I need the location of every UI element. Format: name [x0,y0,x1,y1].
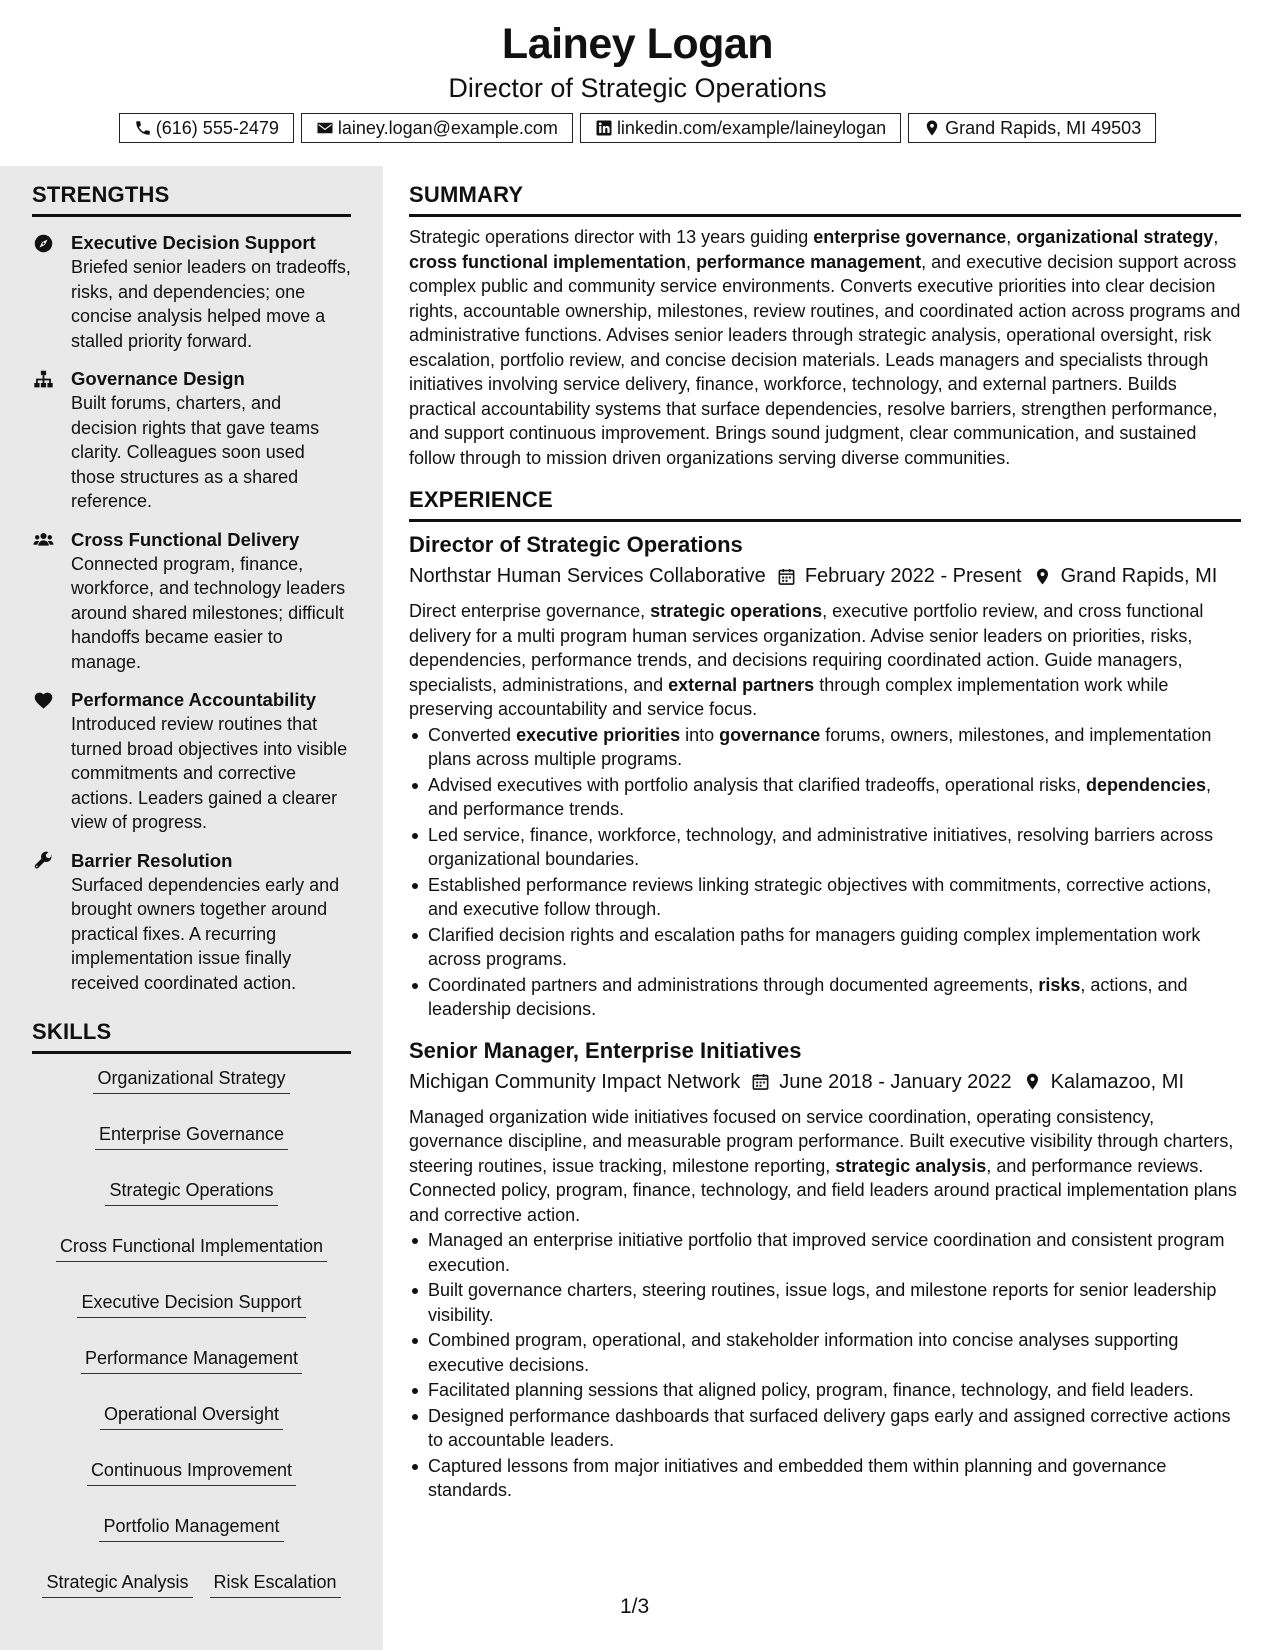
skill-tag: Risk Escalation [210,1570,341,1598]
job-location: Grand Rapids, MI [1060,565,1218,587]
calendar-icon [751,1072,770,1091]
skill-tag: Portfolio Management [99,1514,283,1542]
skills-list [32,1066,351,1598]
location-pin-icon [1033,567,1052,586]
strength-text: Briefed senior leaders on tradeoffs, risks, and dependencies; one concise analysis helped move a stalled priority forward. [71,257,351,351]
strength-title: Barrier Resolution [71,849,233,871]
achievement-bullet: Led service, finance, workforce, technology, and administrative initiatives, resolving barriers across organizational boundaries. [409,823,1241,872]
location-pin-icon [923,119,941,137]
achievement-bullet: Established performance reviews linking strategic objectives with commitments, corrective actions, and executive follow through. [409,873,1241,922]
contact-email-text: lainey.logan@example.com [337,117,558,138]
achievement-bullet: Converted executive priorities into governance forums, owners, milestones, and implementation plans across multiple programs. [409,723,1241,772]
job-description: Direct enterprise governance, strategic operations, executive portfolio review, and cross functional delivery for a multi program human services organization. Advise senior leaders on priorities, risks, dependencies, performance trends, and decisions requiring coordinated action. Guide managers, specialists, administrations, and external partners through complex implementation work while preserving accountability and service focus. [409,601,1204,719]
job-dates: February 2022 - Present [804,565,1022,587]
job-title: Senior Manager, Enterprise Initiatives [409,1037,802,1063]
wrench-icon [32,851,54,871]
strength-item [32,367,351,514]
achievement-bullet: Built governance charters, steering routines, issue logs, and milestone reports for senior leadership visibility. [409,1278,1241,1327]
achievement-list [409,723,1241,1022]
contact-phone-text: (616) 555-2479 [155,117,279,138]
strength-item [32,528,351,675]
skill-tag: Executive Decision Support [77,1290,305,1318]
contact-email[interactable] [301,113,573,143]
linkedin-icon [595,119,613,137]
compass-icon [32,233,54,253]
contact-linkedin[interactable] [580,113,901,143]
skill-tag: Organizational Strategy [93,1066,289,1094]
strength-title: Performance Accountability [71,689,317,710]
summary-heading: SUMMARY [409,182,1241,217]
company-name: Northstar Human Services Collaborative [409,565,766,587]
achievement-bullet: Captured lessons from major initiatives and embedded them within planning and governance standards. [409,1454,1241,1503]
strengths-heading: STRENGTHS [32,182,351,217]
main-content [409,182,1241,1504]
achievement-bullet: Designed performance dashboards that surfaced delivery gaps early and assigned corrective actions to accountable leaders. [409,1404,1241,1453]
achievement-bullet: Facilitated planning sessions that aligned policy, program, finance, technology, and field leaders. [409,1378,1241,1403]
achievement-list [409,1228,1241,1503]
skill-tag: Strategic Operations [105,1178,277,1206]
skills-heading: SKILLS [32,1019,351,1054]
strength-text: Surfaced dependencies early and brought owners together around practical fixes. A recurring implementation issue finally received coordinated action. [71,874,340,993]
experience-entry [409,530,1241,1022]
contact-phone[interactable] [119,113,294,143]
job-description: Managed organization wide initiatives focused on service coordination, operating consistency, governance discipline, and measurable program performance. Built executive visibility through charters, steering routines, issue tracking, milestone reporting, strategic analysis, and performance reviews. Connected policy, program, finance, technology, and field leaders around practical implementation plans and corrective action. [409,1106,1237,1225]
job-dates: June 2018 - January 2022 [779,1070,1012,1093]
contact-location-text: Grand Rapids, MI 49503 [945,117,1142,138]
job-meta [409,561,1241,591]
contact-location[interactable] [908,113,1156,143]
experience-entry [409,1036,1241,1503]
strength-title: Executive Decision Support [71,232,316,253]
resume-title: Director of Strategic Operations [448,73,827,103]
strength-item [32,688,351,835]
resume-name: Lainey Logan [501,20,774,68]
contact-bar [0,113,1275,143]
job-title: Director of Strategic Operations [409,532,743,557]
strength-text: Connected program, finance, workforce, and technology leaders around shared milestones; difficult handoffs became easier to manage. [71,553,346,672]
org-chart-icon [32,369,54,389]
skill-tag: Continuous Improvement [87,1458,296,1486]
strength-item [32,849,351,996]
strength-text: Introduced review routines that turned broad objectives into visible commitments and corrective actions. Leaders gained a clearer view of progress. [71,714,348,832]
contact-linkedin-text: linkedin.com/example/laineylogan [616,117,887,138]
phone-icon [134,119,152,137]
strength-title: Cross Functional Delivery [71,528,300,550]
envelope-icon [316,119,334,137]
strength-title: Governance Design [71,368,245,389]
skill-tag: Cross Functional Implementation [56,1234,327,1262]
location-pin-icon [1023,1072,1042,1091]
page-number: 1/3 [620,1595,650,1618]
skill-tag: Strategic Analysis [42,1570,192,1598]
calendar-icon [777,567,796,586]
company-name: Michigan Community Impact Network [409,1070,741,1093]
achievement-bullet: Combined program, operational, and stakeholder information into concise analyses supporting executive decisions. [409,1328,1241,1377]
experience-heading: EXPERIENCE [409,487,1241,522]
strength-text: Built forums, charters, and decision rights that gave teams clarity. Colleagues soon used those structures as a shared reference. [71,393,320,511]
job-meta [409,1067,1241,1097]
heart-icon [32,690,54,710]
achievement-bullet: Coordinated partners and administrations through documented agreements, risks, actions, and leadership decisions. [409,973,1241,1022]
job-location: Kalamazoo, MI [1050,1070,1185,1093]
sidebar [0,166,383,1650]
strength-item [32,231,351,353]
achievement-bullet: Managed an enterprise initiative portfolio that improved service coordination and consistent program execution. [409,1228,1241,1277]
achievement-bullet: Advised executives with portfolio analysis that clarified tradeoffs, operational risks, dependencies, and performance trends. [409,773,1241,822]
skill-tag: Enterprise Governance [95,1122,288,1150]
achievement-bullet: Clarified decision rights and escalation paths for managers guiding complex implementation work across programs. [409,923,1241,972]
skill-tag: Performance Management [81,1346,302,1374]
users-icon [32,530,54,550]
summary-text: Strategic operations director with 13 years guiding enterprise governance, organizational strategy, cross functional implementation, performance management, and executive decision support across complex public and community service environments. Converts executive priorities into clear decision rights, accountable ownership, milestones, review routines, and coordinated action across programs and administrative functions. Advises senior leaders through strategic analysis, operational oversight, risk escalation, portfolio review, and concise decision materials. Leads managers and specialists through initiatives involving service delivery, finance, workforce, technology, and external partners. Builds practical accountability systems that surface dependencies, resolve barriers, strengthen performance, and support continuous improvement. Brings sound judgment, clear communication, and sustained follow through to mission driven organizations serving diverse communities. [409,227,1241,468]
skill-tag: Operational Oversight [100,1402,283,1430]
